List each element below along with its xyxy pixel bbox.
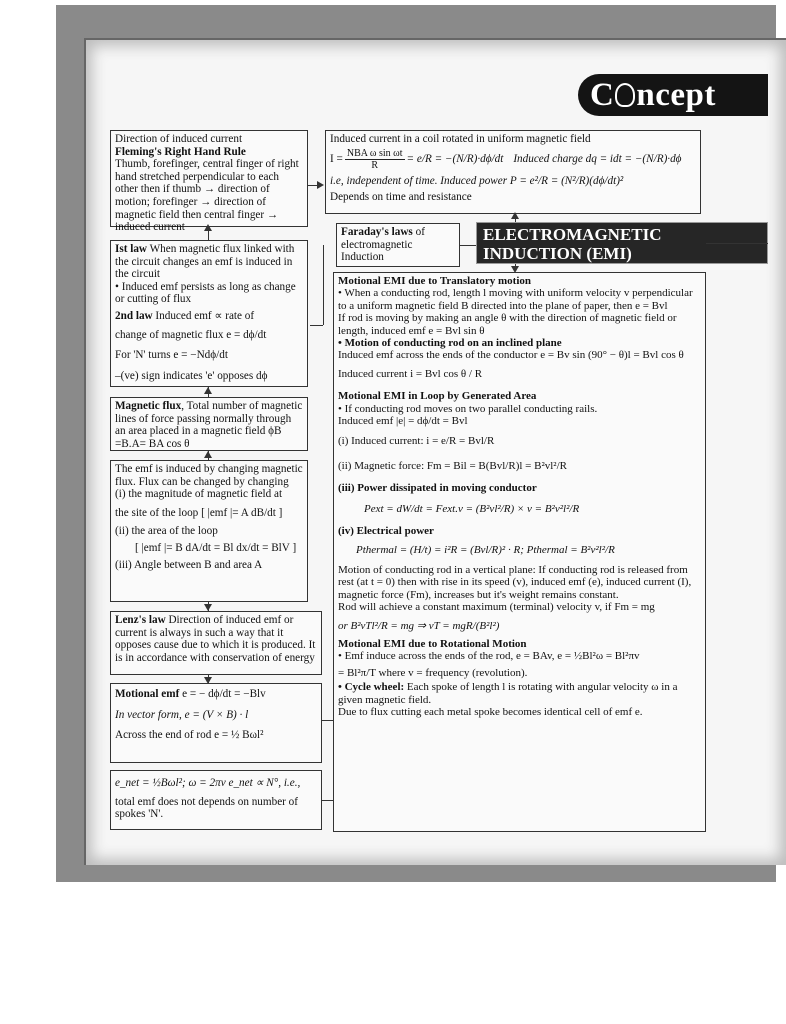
emf-change-i-eq: the site of the loop [ |emf |= A dB/dt ]: [115, 506, 283, 519]
translatory-body-2: If rod is moving by making an angle θ with the direction of magnetic field or length, induced emf e = Bvl sin θ: [338, 312, 677, 337]
first-law-bullet: • Induced emf persists as long as change or cutting of flux: [115, 280, 296, 306]
n-turns-eq: For 'N' turns e = −Ndϕ/dt: [115, 349, 228, 362]
connector-laws-link: [310, 325, 323, 326]
induced-current-eq: (i) Induced current: i = e/R = Bvl/R: [338, 435, 495, 448]
lightbulb-icon: [615, 83, 635, 107]
coil-power: i.e, independent of time. Induced power P = e²/R = (N²/R)(dϕ/dt)²: [330, 174, 624, 187]
connector-motional-main: [322, 720, 333, 721]
net-emf-line2: total emf does not depends on number of spokes 'N'.: [115, 795, 298, 821]
arrow-down-icon-2: [204, 604, 212, 611]
cycle-wheel-body-2: Due to flux cutting each metal spoke becomes identical cell of emf e.: [338, 705, 643, 718]
emf-change-ii-eq: [ |emf |= B dA/dt = Bl dx/dt = BlV ]: [135, 541, 297, 554]
arrow-up-icon-2: [511, 212, 519, 219]
flux-body: , Total number of magnetic lines of force passing normally through an area placed in a magnetic field ϕB =B.A= BA cos θ: [115, 400, 303, 450]
vertical-plane-body: Motion of conducting rod in a vertical plane: If conducting rod is released from rest (at t = 0) then with rise in its speed (v), induced emf (e), induced current (I), magnetic force (Fm), increases but it's weight remains constant.: [338, 563, 692, 601]
lenz-body: Direction of induced emf or current is always in such a way that it opposes cause due to which it is produced. It is in accordance with conservation of energy: [115, 614, 316, 664]
lenz-law-box: [110, 611, 322, 675]
emi-title-line1: ELECTROMAGNETIC: [483, 225, 662, 244]
loop-body-1: • If conducting rod moves on two parallel conducting rails.: [338, 402, 598, 415]
coil-frac-num: NBA ω sin ωt: [346, 147, 403, 159]
second-law-change: change of magnetic flux e = dϕ/dt: [115, 328, 267, 341]
first-law-body: When magnetic flux linked with the circuit changes an emf is induced in the circuit: [115, 243, 295, 281]
coil-frac-den: R: [371, 159, 379, 171]
concept-letter-c: C: [590, 77, 615, 113]
inclined-body-1: Induced emf across the ends of the conductor e = Bv sin (90° − θ)l = Bvl cos θ: [338, 349, 684, 362]
motional-emi-box: [333, 272, 706, 832]
arrow-down-icon: [511, 266, 519, 273]
coil-depends: Depends on time and resistance: [330, 191, 472, 204]
second-law-body: Induced emf ∝ rate of: [152, 309, 255, 322]
emf-change-intro: The emf is induced by changing magnetic flux. Flux can be changed by changing: [115, 463, 303, 488]
sign-note: –(ve) sign indicates 'e' opposes dϕ: [115, 369, 268, 382]
terminal-velocity: Rod will achieve a constant maximum (terminal) velocity v, if Fm = mg: [338, 601, 655, 614]
emf-change-box: [110, 460, 308, 602]
lenz-title: Lenz's law: [115, 614, 166, 626]
net-emf-box: [110, 770, 322, 830]
motional-rod: Across the end of rod e = ½ Bωl²: [115, 729, 264, 742]
emf-change-iii: (iii) Angle between B and area A: [115, 558, 263, 571]
first-law-title: Ist law: [115, 243, 148, 255]
fleming-body: Thumb, forefinger, central finger of right hand stretched perpendicular to each other then if thumb → direction of motion; forefinger → direction of magnetic field then central finger → induced current: [115, 158, 299, 234]
concept-word: ncept: [636, 77, 716, 113]
magnetic-force-eq: (ii) Magnetic force: Fm = Bil = B(Bvl/R)l = B²vl²/R: [338, 459, 567, 472]
coil-eq-lhs: I =: [330, 152, 343, 165]
motional-vector: In vector form, e = (V × B) · l: [115, 708, 249, 721]
faraday-box: [336, 223, 460, 267]
emf-change-i: (i) the magnitude of magnetic field at: [115, 488, 283, 501]
electrical-power-eq: Pthermal = (H/t) = i²R = (Bvl/R)² · R; Pthermal = B²v²l²/R: [356, 543, 615, 556]
connector-faraday-laws: [323, 245, 324, 325]
translatory-title: Motional EMI due to Translatory motion: [338, 275, 532, 287]
arrow-up-icon: [204, 224, 212, 231]
net-emf-line1: e_net = ½Bωl²; ω = 2πν e_net ∝ N°, i.e.,: [115, 777, 301, 789]
emi-title-line2: INDUCTION (EMI): [483, 244, 632, 263]
power-dissipated-title: (iii) Power dissipated in moving conductor: [338, 482, 537, 495]
motional-emf-box: [110, 683, 322, 763]
emf-change-ii: (ii) the area of the loop: [115, 525, 218, 538]
arrow-down-icon-3: [204, 677, 212, 684]
coil-fraction: [345, 148, 405, 171]
rotational-body-1: • Emf induce across the ends of the rod, e = BAv, e = ½Bl²ω = Bl²πv: [338, 650, 640, 663]
arrow-up-icon-4: [204, 451, 212, 458]
second-law-title: 2nd law: [115, 309, 153, 322]
loop-body-2: Induced emf |e| = dϕ/dt = Bvl: [338, 415, 468, 428]
coil-charge: Induced charge dq = idt = −(N/R)·dϕ: [513, 152, 682, 165]
concept-badge: [578, 74, 768, 116]
fleming-box: [110, 130, 308, 234]
connector-net-main: [322, 800, 333, 801]
fleming-line1: Direction of induced current: [115, 133, 243, 145]
rotational-title: Motional EMI due to Rotational Motion: [338, 637, 527, 650]
magnetic-flux-box: [110, 397, 308, 451]
inclined-title: • Motion of conducting rod on an inclined plane: [338, 337, 562, 350]
fleming-title: Fleming's Right Hand Rule: [115, 145, 246, 158]
faraday-label: of electromagnetic Induction: [341, 226, 425, 264]
coil-current-eq: [330, 148, 696, 171]
rotational-body-2: = Bl²π/T where v = frequency (revolution).: [338, 666, 528, 679]
faraday-title: Faraday's laws: [341, 226, 413, 238]
arrow-right-icon: [317, 181, 324, 189]
inclined-current: Induced current i = Bvl cos θ / R: [338, 367, 483, 380]
cycle-wheel-title: • Cycle wheel:: [338, 681, 405, 694]
motional-title: Motional emf: [115, 688, 180, 700]
coil-box: [325, 130, 701, 214]
faraday-laws-box: [110, 240, 308, 387]
electrical-power-title: (iv) Electrical power: [338, 525, 434, 538]
connector-title-right: [706, 243, 768, 244]
arrow-up-icon-3: [204, 387, 212, 394]
connector-faraday-title: [460, 245, 476, 246]
flux-title: Magnetic flux: [115, 400, 182, 412]
translatory-body-1: • When a conducting rod, length l moving with uniform velocity v perpendicular to a uniform magnetic field B directed into the plane of paper, then e = Bvl: [338, 287, 693, 312]
cycle-wheel-body: Each spoke of length l is rotating with angular velocity ω in a given magnetic field.: [338, 681, 678, 706]
terminal-velocity-eq: or B²vTl²/R = mg ⇒ vT = mgR/(B²l²): [338, 619, 500, 632]
loop-title: Motional EMI in Loop by Generated Area: [338, 390, 537, 403]
motional-eq: e = − dϕ/dt = −Blv: [179, 688, 266, 700]
power-dissipated-eq: Pext = dW/dt = Fext.v = (B²vl²/R) × v = B²v²l²/R: [364, 502, 580, 515]
coil-line1: Induced current in a coil rotated in uniform magnetic field: [330, 133, 591, 145]
coil-eq-rest: = e/R = −(N/R)·dϕ/dt: [406, 152, 504, 165]
